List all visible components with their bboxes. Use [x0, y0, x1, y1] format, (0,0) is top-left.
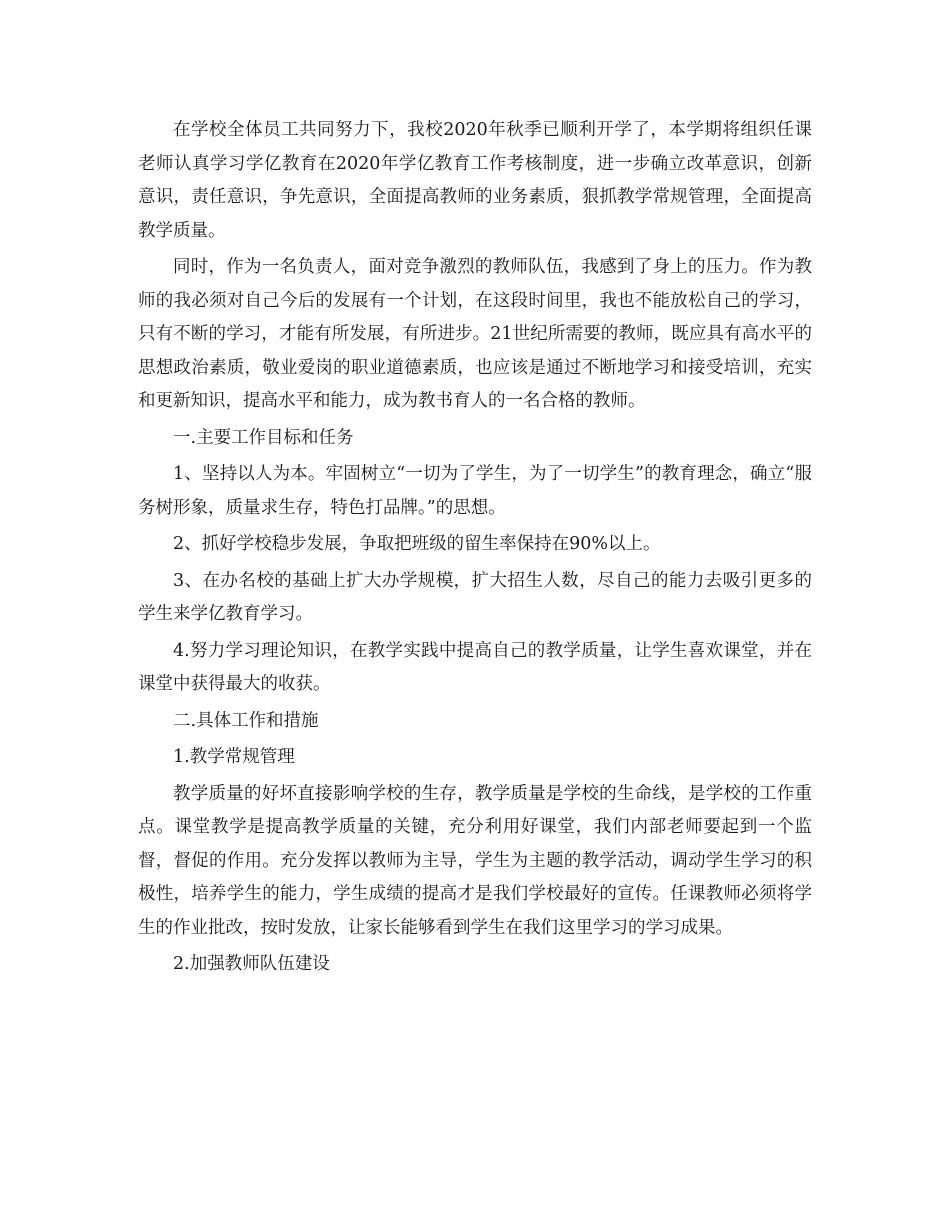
section-heading-measures: 二.具体工作和措施 — [173, 710, 319, 731]
list-item-goal-2: 2、抓好学校稳步发展，争取把班级的留生率保持在90%以上。 — [173, 534, 661, 554]
section-heading-goals: 一.主要工作目标和任务 — [173, 427, 354, 448]
list-item-goal-4: 4.努力学习理论知识，在教学实践中提高自己的教学质量，让学生喜欢课堂，并在课堂中获得最大的收获。 — [138, 640, 812, 694]
list-item-goal-1: 1、坚持以人为本。牢固树立“一切为了学生，为了一切学生”的教育理念，确立“服务树形象，质量求生存，特色打品牌。”的思想。 — [138, 464, 812, 518]
subheading-teaching-management: 1.教学常规管理 — [173, 747, 295, 767]
paragraph-intro: 在学校全体员工共同努力下，我校2020年秋季已顺利开学了，本学期将组织任课老师认真学习学亿教育在2020年学亿教育工作考核制度，进一步确立改革意识，创新意识，责任意识，争先意识，全面提高教师的业务素质，狠抓教学常规管理，全面提高教学质量。 — [138, 120, 812, 241]
paragraph-teaching-quality: 教学质量的好坏直接影响学校的生存，教学质量是学校的生命线，是学校的工作重点。课堂教学是提高教学质量的关键，充分利用好课堂，我们内部老师要起到一个监督，督促的作用。充分发挥以教师为主导，学生为主题的教学活动，调动学生学习的积极性，培养学生的能力，学生成绩的提高才是我们学校最好的宣传。任课教师必须将学生的作业批改，按时发放，让家长能够看到学生在我们这里学习的学习成果。 — [138, 783, 812, 938]
subheading-teacher-team: 2.加强教师队伍建设 — [173, 954, 330, 974]
paragraph-pressure: 同时，作为一名负责人，面对竞争激烈的教师队伍，我感到了身上的压力。作为教师的我必须对自己今后的发展有一个计划，在这段时间里，我也不能放松自己的学习，只有不断的学习，才能有所发展，有所进步。21世纪所需要的教师，既应具有高水平的思想政治素质，敬业爱岗的职业道德素质，也应该是通过不断地学习和接受培训，充实和更新知识，提高水平和能力，成为教书育人的一名合格的教师。 — [138, 257, 812, 411]
list-item-goal-3: 3、在办名校的基础上扩大办学规模，扩大招生人数，尽自己的能力去吸引更多的学生来学亿教育学习。 — [138, 570, 812, 624]
document-body — [138, 114, 812, 982]
